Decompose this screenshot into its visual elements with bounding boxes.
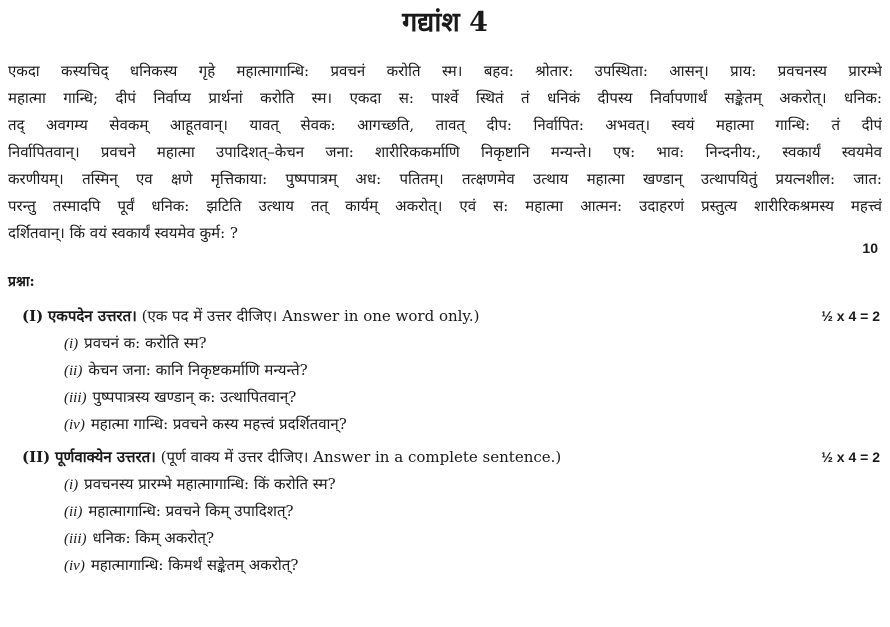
- question-item: (iii) धनिक: किम् अकरोत्?: [64, 529, 215, 547]
- passage-line: एकदा कस्यचिद् धनिकस्य गृहे महात्मागान्धि: प्रवचनं करोति स्म। बहव: श्रोतार: उपस्थिता: आसन्। प्राय: प्रवचनस्य प्रारम्भे: [8, 62, 882, 80]
- passage-title: गद्यांश 4: [402, 7, 488, 38]
- section-1: [22, 302, 880, 438]
- passage-marks: 10: [862, 240, 878, 256]
- passage-line: दर्शितवान्। किं वयं स्वकार्यं स्वयमेव कुर्म: ?: [8, 224, 238, 242]
- section-num: (II): [22, 448, 51, 466]
- question-item: (ii) महात्मागान्धि: प्रवचने किम् उपादिशत्?: [64, 502, 294, 520]
- section-instruction: (एक पद में उत्तर दीजिए। Answer in one word only.): [141, 307, 480, 325]
- section-2: [22, 443, 880, 579]
- passage-line: निर्वापितवान्। प्रवचने महात्मा उपादिशत्–केचन जना: शारीरिककर्माणि निकृष्टानि मन्यन्ते। एष: भाव: निन्दनीय:, स्वकार्यं स्वयमेव: [8, 143, 882, 161]
- passage-line: परन्तु तस्मादपि पूर्वं धनिक: झटिति उत्थाय तत् कार्यम् अकरोत्। एवं स: महात्मा आत्मन: उदाहरणं प्रस्तुत्य शारीरिकश्रमस्य महत्त्वं: [8, 197, 882, 215]
- passage-line: तद् अवगम्य सेवकम् आहूतवान्। यावत् सेवक: आगच्छति, तावत् दीप: निर्वापित: अभवत्। स्वयं महात्मा गान्धि: तं दीपं: [8, 116, 882, 134]
- section-num: (I): [22, 307, 44, 325]
- question-item: (iv) महात्मागान्धि: किमर्थं सङ्केतम् अकरोत्?: [64, 556, 299, 574]
- section-instruction: (पूर्ण वाक्य में उत्तर दीजिए। Answer in a complete sentence.): [160, 448, 562, 466]
- section-title: पूर्णवाक्येन उत्तरत।: [55, 448, 156, 466]
- passage: [8, 58, 882, 247]
- question-item: (i) प्रवचनं क: करोति स्म?: [64, 334, 207, 352]
- passage-line: महात्मा गान्धि; दीपं निर्वाप्य प्रार्थनां करोति स्म। एकदा स: पार्श्वे स्थितं तं धनिकं दीपस्य निर्वापणार्थं सङ्केतम् अकरोत्। धनिक:: [8, 89, 882, 107]
- questions-heading: प्रश्ना:: [8, 274, 35, 290]
- question-item: (iii) पुष्पपात्रस्य खण्डान् क: उत्थापितवान्?: [64, 388, 297, 406]
- section-title: एकपदेन उत्तरत।: [48, 307, 137, 325]
- question-item: (ii) केचन जना: कानि निकृष्टकर्माणि मन्यन्ते?: [64, 361, 308, 379]
- question-item: (iv) महात्मा गान्धि: प्रवचने कस्य महत्त्वं प्रदर्शितवान्?: [64, 415, 347, 433]
- question-item: (i) प्रवचनस्य प्रारम्भे महात्मागान्धि: किं करोति स्म?: [64, 475, 336, 493]
- section-score: ½ x 4 = 2: [821, 308, 880, 324]
- section-score: ½ x 4 = 2: [821, 449, 880, 465]
- passage-line: करणीयम्। तस्मिन् एव क्षणे मृत्तिकाया: पुष्पपात्रम् अध: पतितम्। तत्क्षणमेव उत्थाय महात्मा खण्डान् उत्थापयितुं प्रयत्नशील: जात:: [8, 170, 882, 188]
